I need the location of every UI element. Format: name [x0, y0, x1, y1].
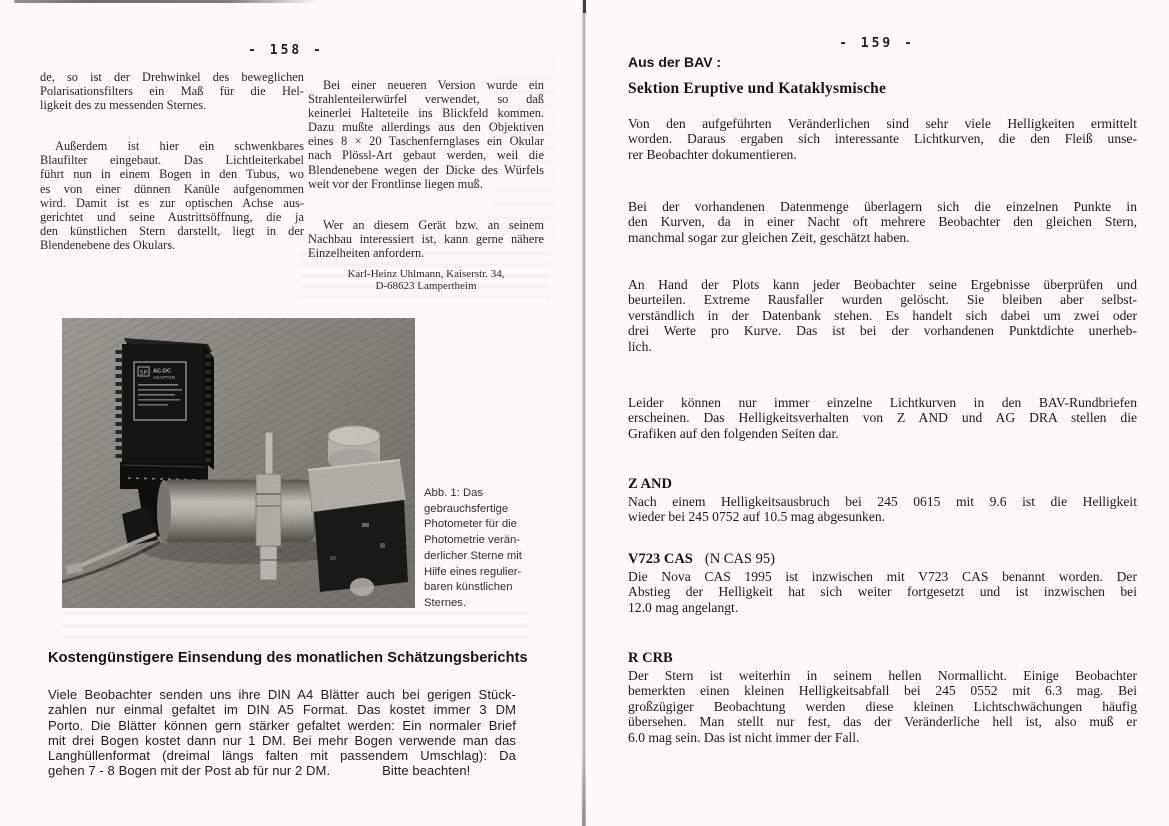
- star-section-text: Nach einem Helligkeitsausbruch bei 245 0615 mit 9.6 ist die Helligkeit wieder bei 245 0752 auf 10.5 mag abgesunken.: [628, 494, 1137, 525]
- page-number-right: - 159 -: [839, 36, 915, 51]
- left-column-1: [40, 70, 304, 279]
- paragraph: Wer an diesem Gerät bzw. an seinem Nachbau interessiert ist, kann gerne nähere Einzelheiten anfordern.: [308, 217, 544, 260]
- notice-heading: Kostengünstigere Einsendung des monatlichen Schätzungsberichts: [48, 650, 528, 666]
- section-main-heading: Sektion Eruptive und Kataklysmische: [628, 80, 887, 97]
- star-section-title: [628, 476, 1137, 492]
- star-name: Z AND: [628, 476, 672, 492]
- photometer-photo: [62, 318, 415, 608]
- star-section-text: Die Nova CAS 1995 ist inzwischen mit V723 CAS benannt worden. Der Abstieg der Helligkeit hat sich weiter fortgesetzt und ist inzwischen bei 12.0 mag angelangt.: [628, 569, 1137, 615]
- paragraph: Von den aufgeführten Veränderlichen sind sehr viele Helligkeiten ermittelt worden. Daraus ergaben sich interessante Lichtkurven, die den Fleiß unse- rer Beobachter dokumentieren.: [628, 116, 1137, 162]
- scan-artifact-top-edge: [14, 0, 319, 3]
- kicker-aus-der-bav: Aus der BAV :: [628, 54, 722, 70]
- star-section-v723-cas: [628, 551, 1137, 615]
- star-alt-name: (N CAS 95): [704, 551, 775, 567]
- star-name: V723 CAS: [628, 551, 693, 567]
- star-name: R CRB: [628, 650, 673, 666]
- paragraph-continuation: de, so ist der Drehwinkel des beweglichen Polarisationsfilters ein Maß für die Hel- ligkeit des zu messenden Sternes.: [40, 70, 304, 113]
- adapter-label-line2: ADAPTOR: [153, 375, 176, 380]
- photometer-photo-svg: [62, 318, 415, 608]
- paragraph: Leider können nur immer einzelne Lichtkurven in den BAV-Rundbriefen erscheinen. Das Helligkeitsverhalten von Z AND und AG DRA stellen die Grafiken auf den folgenden Seiten dar.: [628, 395, 1137, 441]
- paragraph: Bei einer neueren Version wurde ein Strahlenteilerwürfel verwendet, so daß keinerlei Halteteile ins Blickfeld kommen. Dazu mußte allerdings aus den Objektiven eines 8 × 20 Taschenfernglases ein Okular nach Plössl-Art gebaut werden, weil die Blendenebene wegen der Dicke des Würfels weit vor der Frontlinse liegen muß.: [308, 78, 544, 191]
- left-column-2: [308, 78, 544, 293]
- page-number-left: - 158 -: [248, 43, 324, 58]
- star-section-title: [628, 650, 1137, 666]
- figure-caption: Abb. 1: Das gebrauchsfertige Photometer für die Photometrie verän- derlicher Sterne mit Hilfe eines regulier- baren künstlichen Sternes.: [424, 487, 522, 609]
- page-159: [586, 0, 1169, 826]
- notice-paragraph: Viele Beobachter senden uns ihre DIN A4 Blätter auch bei gerigen Stück- zahlen nur einmal gefaltet im DIN A5 Format. Das kostet immer 3 DM Porto. Die Blätter können gern stärker gefaltet werden: Ein normaler Brief mit drei Bogen kostet dann nur 1 DM. Bei mehr Bogen verwende man das Langhüllenformat (dreimal längs falten mit passendem Umschlag): Da gehen 7 - 8 Bogen mit der Post ab für nur 2 DM. Bitte beachten!: [48, 687, 516, 779]
- bleedthrough-artifact: [60, 612, 530, 646]
- adapter-brand-label: SP: [139, 370, 148, 377]
- paragraph: An Hand der Plots kann jeder Beobachter seine Ergebnisse überprüfen und beurteilen. Extreme Rausfaller wurden gelöscht. Sie bleiben aber selbst- verständlich in der Datenbank stehen. Es handelt sich dabei um zwei oder drei Werte pro Kurve. Das ist bei der vorhandenen Punktdichte unerheb- lich.: [628, 277, 1137, 354]
- star-section-r-crb: [628, 650, 1137, 745]
- page-158: [0, 0, 583, 826]
- paragraph: Bei der vorhandenen Datenmenge überlagern sich die einzelnen Punkte in den Kurven, da in einer Nacht oft mehrere Beobachter den gleichen Stern, manchmal sogar zur gleichen Zeit, geschätzt haben.: [628, 199, 1137, 245]
- star-section-title: [628, 551, 1137, 567]
- adapter-label-line1: AC-DC: [153, 368, 172, 375]
- film-grain-overlay: [62, 318, 415, 608]
- star-section-z-and: [628, 476, 1137, 525]
- author-address: Karl-Heinz Uhlmann, Kaiserstr. 34, D-68623 Lampertheim: [347, 268, 505, 292]
- paragraph: Außerdem ist hier ein schwenkbares Blaufilter eingebaut. Das Lichtleiterkabel führt nun in einem Bogen in den Tubus, wo es von einer dünnen Kanüle aufgenommen wird. Damit ist es zur optischen Achse aus- gerichtet und seine Austrittsöffnung, die ja den künstlichen Stern darstellt, liegt in der Blendenebene des Okulars.: [40, 139, 304, 252]
- star-section-text: Der Stern ist weiterhin in seinem hellen Normallicht. Einige Beobachter bemerkten einen kleinen Helligkeitsabfall bei 245 0552 mit 6.3 mag. Bei großzügiger Beobachtung werden diese kleinen Lichtschwächungen häufig übersehen. Man stellt nur fest, das der Veränderliche hell ist, also muß er 6.0 mag sein. Das ist nicht immer der Fall.: [628, 668, 1137, 745]
